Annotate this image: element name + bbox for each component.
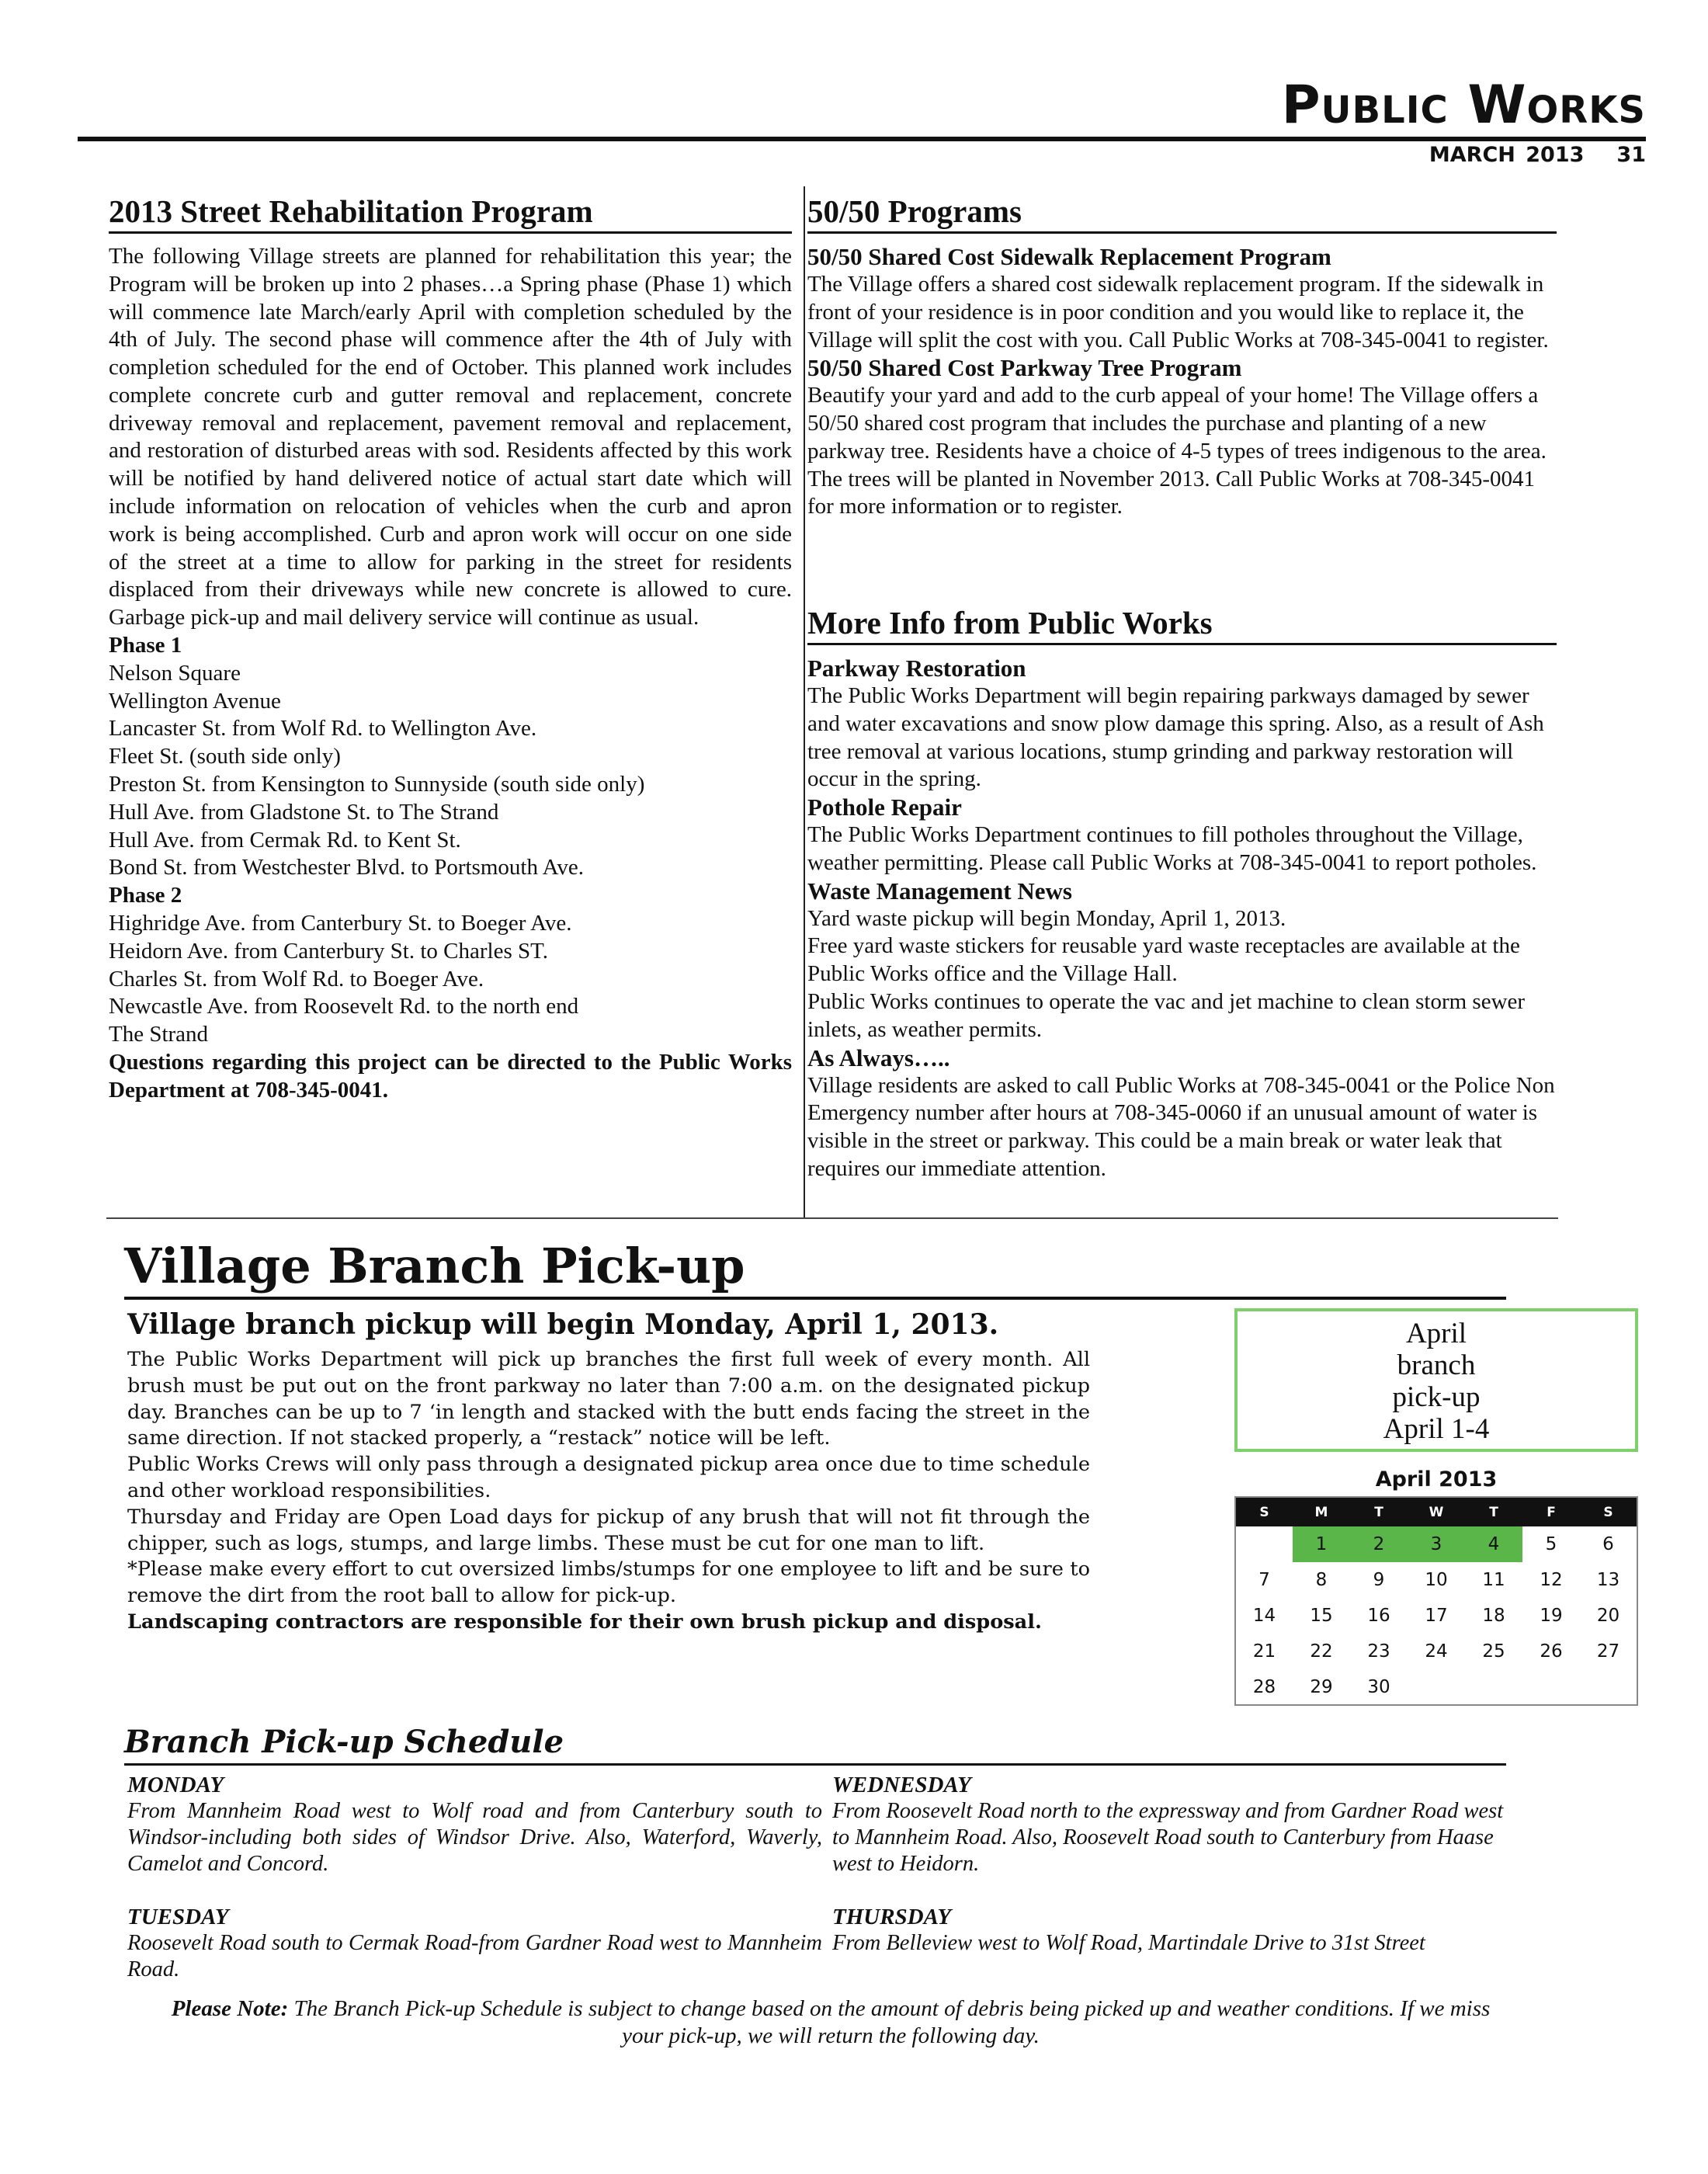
calendar-day: 1: [1293, 1526, 1350, 1562]
more-info-title: More Info from Public Works: [807, 606, 1557, 645]
more-info-body: [807, 655, 1557, 1183]
calendar-day: 29: [1310, 1676, 1333, 1697]
callout-line: April: [1405, 1318, 1467, 1349]
section-title: Public Works: [1281, 75, 1646, 136]
schedule-note-label: Please Note:: [171, 1996, 289, 2021]
weekday-header: S: [1580, 1497, 1637, 1526]
waste-title: Waste Management News: [807, 877, 1072, 905]
phase2-street: Newcastle Ave. from Roosevelt Rd. to the north end: [109, 994, 579, 1019]
schedule-note-text: The Branch Pick-up Schedule is subject to change based on the amount of debris being picked up and weather conditions. If we miss your pick-up, we will return the following day.: [293, 1996, 1491, 2048]
phase2-street: The Strand: [109, 1022, 209, 1047]
calendar-day: 28: [1252, 1676, 1276, 1697]
sidewalk-program-text: The Village offers a shared cost sidewalk replacement program. If the sidewalk in front of your residence is in poor condition and you would like to replace it, the Village will split the cost with you. Call Public Works at 708-345-0041 to register.: [807, 271, 1549, 352]
branch-paragraph: *Please make every effort to cut oversized limbs/stumps for one employee to lift and be sure to remove the dirt from the root ball to allow for pick-up.: [127, 1558, 1090, 1608]
phase1-street: Hull Ave. from Cermak Rd. to Kent St.: [109, 827, 461, 853]
calendar-day: 23: [1367, 1641, 1390, 1662]
more-info-article: [807, 606, 1557, 1183]
calendar-day: 10: [1425, 1570, 1448, 1590]
weekday-header: T: [1465, 1497, 1522, 1526]
schedule-day-text: From Belleview west to Wolf Road, Martindale Drive to 31st Street: [832, 1931, 1425, 1955]
programs-body: [807, 243, 1557, 521]
weekday-header: M: [1293, 1497, 1350, 1526]
branch-paragraph: Thursday and Friday are Open Load days for pickup of any brush that will not fit through the chipper, such as logs, stumps, and large limbs. These must be cut for one man to lift.: [127, 1505, 1090, 1555]
schedule-title: Branch Pick-up Schedule: [124, 1724, 1506, 1766]
schedule-tuesday: [127, 1904, 822, 1983]
calendar-week-row: [1235, 1562, 1637, 1598]
schedule-wednesday: [832, 1772, 1508, 1877]
phase1-street: Wellington Avenue: [109, 688, 281, 714]
calendar-day: 22: [1310, 1641, 1333, 1662]
calendar-day: 18: [1482, 1606, 1505, 1626]
column-divider: [804, 186, 805, 1219]
street-rehab-body: [109, 243, 792, 1105]
schedule-day-label: WEDNESDAY: [832, 1773, 971, 1797]
phase2-street: Highridge Ave. from Canterbury St. to Boeger Ave.: [109, 911, 572, 936]
page-number: 31: [1616, 143, 1646, 167]
schedule-day-text: From Mannheim Road west to Wolf road and from Canterbury south to Windsor-including both sides of Windsor Drive. Also, Waterford, Waverly, Camelot and Concord.: [127, 1799, 822, 1876]
programs-article: [807, 194, 1557, 521]
masthead: [78, 70, 1646, 144]
street-rehab-intro: The following Village streets are planned for rehabilitation this year; the Program will be broken up into 2 phases…a Spring phase (Phase 1) which will commence late March/early April with completion scheduled by the 4th of July. The second phase will commence after the 4th of July with completion scheduled for the end of October. This planned work includes complete concrete curb and gutter removal and replacement, concrete driveway removal and replacement, pavement removal and replacement, and restoration of disturbed areas with sod. Residents affected by this work will be notified by hand delivered notice of actual start date which will include information on relocation of vehicles when the curb and apron work is being accomplished. Curb and apron work will occur on one side of the street at a time to allow for parking in the street for residents displaced from their driveways while new concrete is allowed to cure. Garbage pick-up and mail delivery service will continue as usual.: [109, 243, 792, 630]
calendar-day: 11: [1482, 1570, 1505, 1590]
calendar-day: 19: [1540, 1606, 1563, 1626]
calendar-week-row: [1235, 1526, 1637, 1562]
calendar-week-row: [1235, 1598, 1637, 1634]
branch-pickup-section: [124, 1238, 1620, 1697]
calendar-week-row: [1235, 1634, 1637, 1669]
schedule-day-text: Roosevelt Road south to Cermak Road-from Gardner Road west to Mannheim Road.: [127, 1931, 822, 1981]
calendar-week-row: [1235, 1669, 1637, 1705]
calendar-weekday-row: [1235, 1497, 1637, 1526]
calendar-day: [1522, 1669, 1580, 1705]
calendar-day: 30: [1367, 1676, 1390, 1697]
weekday-header: F: [1522, 1497, 1580, 1526]
always-text: Village residents are asked to call Public Works at 708-345-0041 or the Police Non Emergency number after hours at 708-345-0060 if an unusual amount of water is visible in the street or parkway. This could be a main break or water leak that requires our immediate attention.: [807, 1072, 1555, 1182]
header-rule: [78, 137, 1646, 141]
calendar-day: 7: [1258, 1570, 1270, 1590]
calendar-day: 25: [1482, 1641, 1505, 1662]
section-divider: [106, 1217, 1558, 1219]
schedule-day-label: TUESDAY: [127, 1905, 229, 1929]
calendar-day: 21: [1252, 1641, 1276, 1662]
schedule-day-label: THURSDAY: [832, 1905, 952, 1929]
phase1-street: Preston St. from Kensington to Sunnyside (south side only): [109, 772, 645, 797]
calendar-day: 4: [1465, 1526, 1522, 1562]
waste-text: Free yard waste stickers for reusable yard waste receptacles are available at the Public Works office and the Village Hall.: [807, 933, 1520, 987]
calendar-day: 12: [1540, 1570, 1563, 1590]
phase2-street: Heidorn Ave. from Canterbury St. to Charles ST.: [109, 938, 548, 964]
calendar-day: [1235, 1526, 1293, 1562]
tree-program-title: 50/50 Shared Cost Parkway Tree Program: [807, 354, 1242, 382]
calendar-day: 26: [1540, 1641, 1563, 1662]
schedule-thursday: [832, 1904, 1508, 1957]
calendar-day: [1580, 1669, 1637, 1705]
phase1-street: Fleet St. (south side only): [109, 744, 341, 769]
always-title: As Always…..: [807, 1044, 950, 1071]
weekday-header: T: [1350, 1497, 1408, 1526]
phase1-street: Lancaster St. from Wolf Rd. to Wellington Ave.: [109, 716, 537, 741]
calendar-day: 9: [1373, 1570, 1385, 1590]
pickup-callout-box: [1234, 1308, 1638, 1452]
calendar-day: 3: [1408, 1526, 1465, 1562]
phase2-label: Phase 2: [109, 883, 182, 908]
branch-pickup-body: [127, 1347, 1090, 1636]
calendar-day: 27: [1596, 1641, 1620, 1662]
calendar-day: 15: [1310, 1606, 1333, 1626]
parkway-title: Parkway Restoration: [807, 654, 1026, 682]
calendar-day: 16: [1367, 1606, 1390, 1626]
schedule-day-label: MONDAY: [127, 1773, 224, 1797]
phase1-street: Hull Ave. from Gladstone St. to The Strand: [109, 799, 499, 825]
waste-text: Public Works continues to operate the vac and jet machine to clean storm sewer inlets, as weather permits.: [807, 989, 1526, 1042]
branch-paragraph: Landscaping contractors are responsible for their own brush pickup and disposal.: [127, 1610, 1042, 1634]
weekday-header: S: [1235, 1497, 1293, 1526]
calendar-day: 20: [1596, 1606, 1620, 1626]
calendar-day: 24: [1425, 1641, 1448, 1662]
schedule-monday: [127, 1772, 822, 1877]
pickup-schedule-section: [124, 1724, 1506, 2048]
calendar-day: 5: [1545, 1534, 1557, 1554]
schedule-day-text: From Roosevelt Road north to the expressway and from Gardner Road west to Mannheim Road. Also, Roosevelt Road south to Canterbury from Haase west to Heidorn.: [832, 1799, 1504, 1876]
branch-paragraph: The Public Works Department will pick up branches the first full week of every month. All brush must be put out on the front parkway no later than 7:00 a.m. on the designated pickup day. Branches can be up to 7 ‘in length and stacked with the butt ends facing the street in the same direction. If not stacked properly, a “restack” notice will be left.: [127, 1348, 1090, 1450]
pothole-title: Pothole Repair: [807, 794, 962, 821]
calendar-day: [1408, 1669, 1465, 1705]
calendar-day: 13: [1596, 1570, 1620, 1590]
parkway-text: The Public Works Department will begin repairing parkways damaged by sewer and water excavations and snow plow damage this spring. Also, as a result of Ash tree removal at various locations, stump grinding and parkway restoration will occur in the spring.: [807, 682, 1544, 792]
issue-line: [1429, 143, 1646, 167]
issue-date: MARCH 2013: [1429, 143, 1585, 167]
calendar-title: April 2013: [1375, 1467, 1498, 1492]
callout-line: April 1-4: [1383, 1413, 1490, 1445]
april-calendar: [1234, 1464, 1638, 1706]
calendar-day: 17: [1425, 1606, 1448, 1626]
weekday-header: W: [1408, 1497, 1465, 1526]
street-rehab-article: [109, 194, 792, 1105]
calendar-day: 8: [1315, 1570, 1328, 1590]
calendar-grid: [1234, 1496, 1638, 1706]
tree-program-text: Beautify your yard and add to the curb appeal of your home! The Village offers a 50/50 shared cost program that includes the purchase and planting of a new parkway tree. Residents have a choice of 4-5 types of trees indigenous to the area. The trees will be planted in November 2013. Call Public Works at 708-345-0041 for more information or to register.: [807, 383, 1547, 519]
callout-line: pick-up: [1392, 1381, 1481, 1413]
phase1-street: Nelson Square: [109, 660, 241, 686]
street-rehab-closing: Questions regarding this project can be directed to the Public Works Department at 708-345-0041.: [109, 1050, 792, 1103]
calendar-day: 6: [1602, 1534, 1614, 1554]
phase1-street: Bond St. from Westchester Blvd. to Portsmouth Ave.: [109, 855, 585, 880]
calendar-day: [1465, 1669, 1522, 1705]
phase2-street: Charles St. from Wolf Rd. to Boeger Ave.: [109, 966, 484, 991]
programs-title: 50/50 Programs: [807, 194, 1557, 234]
street-rehab-title: 2013 Street Rehabilitation Program: [109, 194, 792, 234]
callout-line: branch: [1397, 1349, 1476, 1381]
branch-paragraph: Public Works Crews will only pass through a designated pickup area once due to time schedule and other workload responsibilities.: [127, 1453, 1090, 1502]
waste-text: Yard waste pickup will begin Monday, April 1, 2013.: [807, 905, 1286, 931]
calendar-day: 2: [1350, 1526, 1408, 1562]
branch-pickup-subtitle: Village branch pickup will begin Monday, April 1, 2013.: [127, 1308, 999, 1341]
branch-pickup-title: Village Branch Pick-up: [124, 1238, 1506, 1300]
phase1-label: Phase 1: [109, 633, 182, 658]
calendar-day: 14: [1252, 1606, 1276, 1626]
pothole-text: The Public Works Department continues to fill potholes throughout the Village, weather permitting. Please call Public Works at 708-345-0041 to report potholes.: [807, 822, 1537, 875]
sidewalk-program-title: 50/50 Shared Cost Sidewalk Replacement Program: [807, 242, 1331, 270]
schedule-note: [171, 1995, 1491, 2050]
